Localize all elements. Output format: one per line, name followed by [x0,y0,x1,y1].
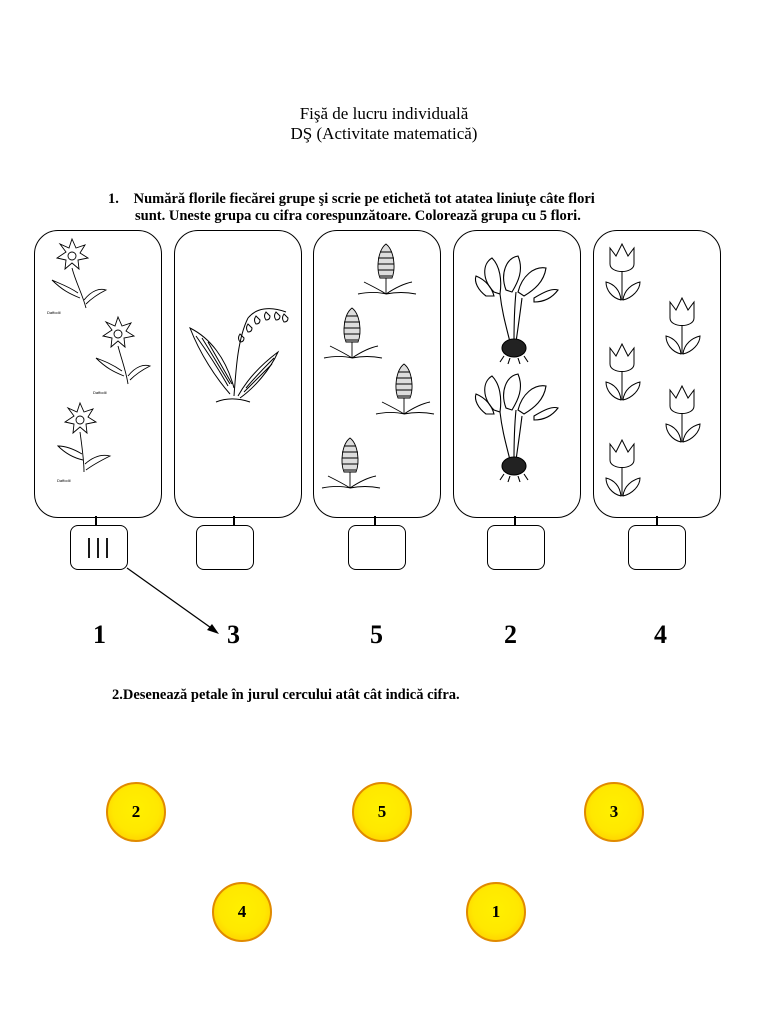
petal-circle-2[interactable]: 2 [106,782,166,842]
worksheet-title: Fişă de lucru individuală [299,104,469,123]
exercise1-instruction [108,191,668,225]
lily-of-the-valley-icon [186,298,292,406]
daffodil-caption: Daffodil [57,478,71,483]
digit-1: 1 [93,620,106,649]
crocus-icon [472,370,560,482]
label-box-4[interactable] [487,525,545,570]
tulip-icon [662,294,704,360]
label-box-5[interactable] [628,525,686,570]
daffodil-icon [46,238,116,318]
hyacinth-icon [322,302,384,364]
crocus-icon [472,252,560,364]
digit-3: 3 [227,620,240,649]
petal-circle-5[interactable]: 5 [352,782,412,842]
label-box-2[interactable] [196,525,254,570]
hyacinth-icon [356,238,418,300]
daffodil-icon [92,316,162,396]
petal-circle-4[interactable]: 4 [212,882,272,942]
exercise2-instruction: 2.Desenează petale în jurul cercului atât cât indică cifra. [112,687,460,703]
exercise1-line2: sunt. Uneste grupa cu cifra corespunzătoare. Colorează grupa cu 5 flori. [135,208,581,224]
exercise1-line1: Numără florile fiecărei grupe şi scrie pe etichetă tot atatea liniuţe câte flori [133,191,595,207]
tulip-icon [602,240,644,306]
daffodil-icon [54,402,124,482]
tulip-icon [662,382,704,448]
daffodil-caption: Daffodil [47,310,61,315]
tulip-icon [602,436,644,502]
tally-marks-icon [71,526,127,569]
digit-2: 2 [504,620,517,649]
label-box-1[interactable] [70,525,128,570]
petal-circle-1[interactable]: 1 [466,882,526,942]
worksheet-subtitle: DŞ (Activitate matematică) [290,124,478,143]
exercise1-number: 1. [108,191,119,207]
label-box-3[interactable] [348,525,406,570]
petal-circle-3[interactable]: 3 [584,782,644,842]
hyacinth-icon [374,358,436,420]
daffodil-caption: Daffodil [93,390,107,395]
hyacinth-icon [320,432,382,494]
digit-5: 5 [370,620,383,649]
digit-4: 4 [654,620,667,649]
tulip-icon [602,340,644,406]
